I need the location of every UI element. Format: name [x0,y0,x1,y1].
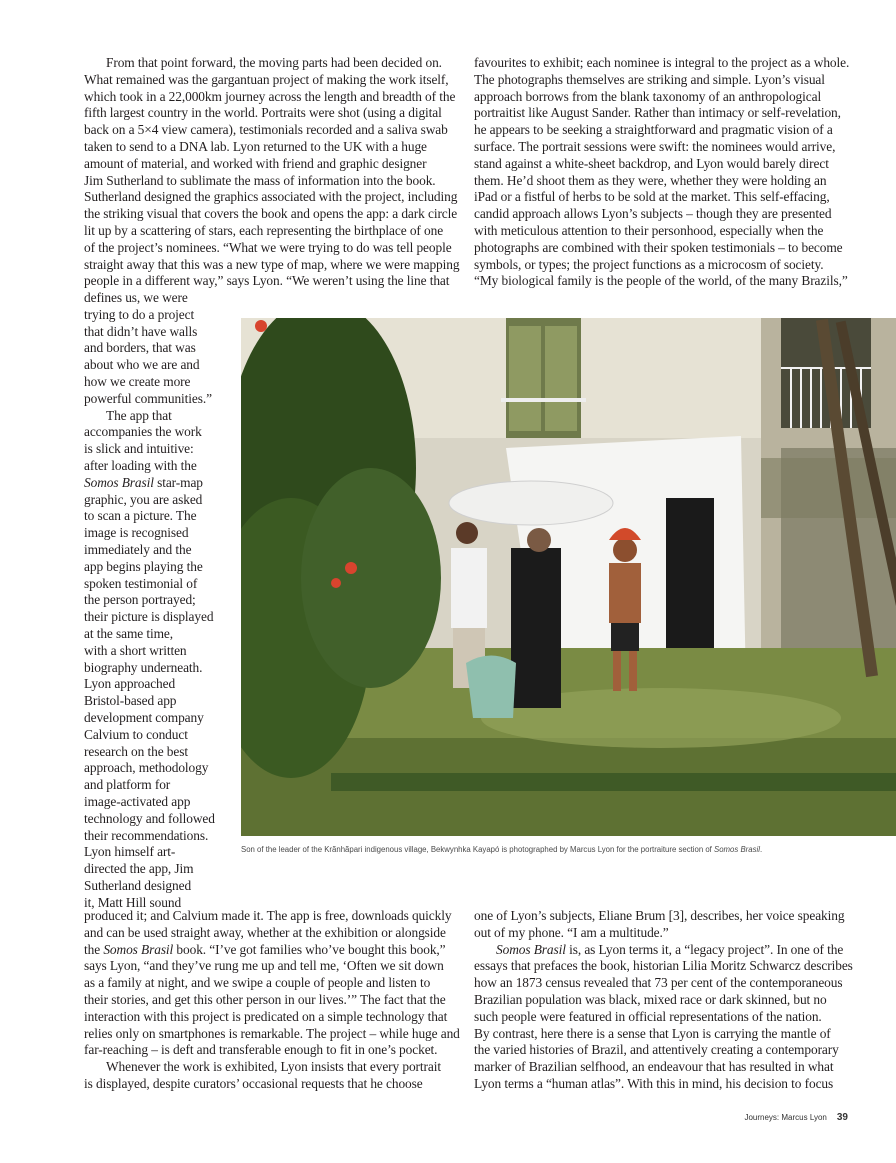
text-line: fifth largest country in the world. Portraits were shot (using a digital [84,105,442,121]
text-line: development company [84,710,204,725]
italic-title: Somos Brasil [496,941,566,957]
text-line: From that point forward, the moving parts had been decided on. [106,55,442,70]
text-line: essays that prefaces the book, historian Lilia Moritz Schwarcz describes [474,958,853,974]
text-line: the varied histories of Brazil, and attentively creating a contemporary [474,1042,839,1058]
text-line: back on a 5×4 view camera), testimonials recorded and a saliva swab [84,122,448,138]
text-line: trying to do a project [84,306,195,322]
text-line: to scan a picture. The [84,508,197,524]
text-line: Lyon himself art- [84,844,176,860]
page-number: 39 [836,1112,848,1123]
text-line: “My biological family is the people of the world, of the many Brazils,” [474,273,848,289]
text-line: technology and followed [84,810,215,826]
photo-caption [241,845,762,855]
text-line: is displayed, despite curators’ occasional requests that he choose [84,1076,423,1091]
text-line: Sutherland designed [84,878,192,893]
text-line: Sutherland designed the graphics associated with the project, including [84,189,458,205]
text-line: of the project’s nominees. “What we were trying to do was tell people [84,239,452,255]
text-line: with meticulous attention to their personhood, especially when the [474,223,824,238]
text-line: that didn’t have walls [84,323,198,339]
running-head: Journeys: Marcus Lyon [744,1113,827,1122]
line-text: is, as Lyon terms it, a “legacy project”. In one of the [565,941,844,957]
text-line: their stories, and get this other person in our lives.’” The fact that the [84,992,446,1007]
text-line: By contrast, here there is a sense that Lyon is carrying the mantle of [474,1025,831,1041]
caption-title: Somos Brasil [714,845,760,854]
text-line: and can be used straight away, whether at the exhibition or alongside [84,924,446,940]
text-line: Brazilian population was black, mixed race or dark skinned, but no [474,992,827,1007]
text-line: image is recognised [84,525,189,541]
text-line: produced it; and Calvium made it. The app is free, downloads quickly [84,908,452,923]
text-line: and borders, that was [84,340,196,356]
text-line: stand against a white-sheet backdrop, and Lyon would barely direct [474,155,829,171]
text-line: with a short written [84,642,187,658]
text-line: photographs are combined with their spoken testimonials – to become [474,239,843,255]
text-line: as a family at night, and we swipe a couple of people and listen to [84,975,431,991]
line-text: book. “I’ve got families who’ve bought this book,” [173,941,446,957]
text-line: about who we are and [84,357,200,373]
text-line: at the same time, [84,626,174,641]
text-line: symbols, or types; the project functions as a microcosm of society. [474,256,824,272]
text-line: after loading with the [84,458,197,473]
text-line: relies only on smartphones is remarkable. The project – while huge and [84,1025,460,1041]
text-line: immediately and the [84,542,192,557]
text-line: surface. The portrait sessions were swift: the nominees would arrive, [474,139,836,154]
text-line: Lyon terms a “human atlas”. With this in mind, his decision to focus [474,1076,834,1091]
text-line: far-reaching – is deft and transferable enough to fit in one’s pocket. [84,1042,438,1058]
text-line: iPad or a fistful of herbs to be sold at the market. This self-effacing, [474,189,830,205]
text-line: says Lyon, “and they’ve rung me up and tell me, ‘Often we sit down [84,958,444,974]
line-text: the [84,941,104,957]
text-line: taken to send to a DNA lab. Lyon returned to the UK with a huge [84,139,427,154]
text-line: out of my phone. “I am a multitude.” [474,924,669,940]
text-line: The photographs themselves are striking and simple. Lyon’s visual [474,71,825,87]
text-line: it, Matt Hill sound [84,894,182,910]
text-line: powerful communities.” [84,390,212,406]
text-line: the striking visual that covers the book and opens the app: a dark circle [84,206,458,222]
caption-end: . [759,845,763,854]
text-line: defines us, we were [84,290,188,305]
text-line: Bristol-based app [84,693,177,709]
text-line: image-activated app [84,794,191,809]
text-line: he appears to be seeking a straightforward and pragmatic vision of a [474,122,833,138]
text-line: Jim Sutherland to sublimate the mass of information into the book. [84,172,436,188]
text-line: approach, methodology [84,760,209,776]
line-text: star-map [157,474,203,490]
text-line: how an 1873 census revealed that 73 per cent of the contemporaneous [474,975,843,991]
text-line: them. He’d shoot them as they were, whether they were holding an [474,172,827,188]
text-line: such people were featured in official representations of the nation. [474,1008,822,1024]
text-line: and platform for [84,777,171,793]
text-line: The app that [106,407,172,423]
text-line: amount of material, and worked with friend and graphic designer [84,155,427,171]
text-line: app begins playing the [84,558,203,574]
text-line: their recommendations. [84,827,209,843]
text-line: research on the best [84,743,188,759]
text-line: people in a different way,” says Lyon. “We weren’t using the line that [84,273,450,289]
text-line: Whenever the work is exhibited, Lyon insists that every portrait [106,1059,441,1075]
text-line: their picture is displayed [84,609,214,625]
caption-text: Son of the leader of the Krãnhãpari indigenous village, Bekwynhka Kayapó is photographed by Marcus Lyon for the portraiture section of [241,845,715,854]
text-line: lit up by a scattering of stars, each representing the birthplace of one [84,223,444,238]
text-line: spoken testimonial of [84,575,198,591]
text-line: accompanies the work [84,424,202,440]
text-line: approach borrows from the blank taxonomy of an anthropological [474,88,822,104]
italic-title: Somos Brasil [103,941,174,957]
text-line: graphic, you are asked [84,491,203,507]
text-line: marker of Brazilian selfhood, an endeavour that has resulted in what [474,1059,834,1075]
text-line [84,475,203,492]
text-line: candid approach allows Lyon’s subjects – though they are presented [474,206,832,222]
photo-shoot-image [241,318,896,836]
text-line: Lyon approached [84,676,176,692]
text-line: how we create more [84,374,191,389]
text-line: interaction with this project is predicated on a simple technology that [84,1008,448,1024]
italic-title: Somos Brasil [84,474,154,490]
text-line [84,942,446,959]
text-line: is slick and intuitive: [84,441,194,457]
text-line: straight away that this was a new type of map, where we were mapping [84,256,460,272]
text-line: directed the app, Jim [84,861,194,877]
text-line: Calvium to conduct [84,726,188,742]
text-line: which took in a 22,000km journey across the length and breadth of the [84,88,456,104]
text-line: biography underneath. [84,659,203,675]
text-line: one of Lyon’s subjects, Eliane Brum [3], describes, her voice speaking [474,908,845,923]
text-line: the person portrayed; [84,592,196,608]
text-line: favourites to exhibit; each nominee is integral to the project as a whole. [474,55,850,70]
page-footer [744,1112,848,1123]
text-line [474,942,843,959]
text-line: portraitist like August Sander. Rather than intimacy or self-revelation, [474,105,841,121]
text-line: What remained was the gargantuan project of making the work itself, [84,71,449,87]
